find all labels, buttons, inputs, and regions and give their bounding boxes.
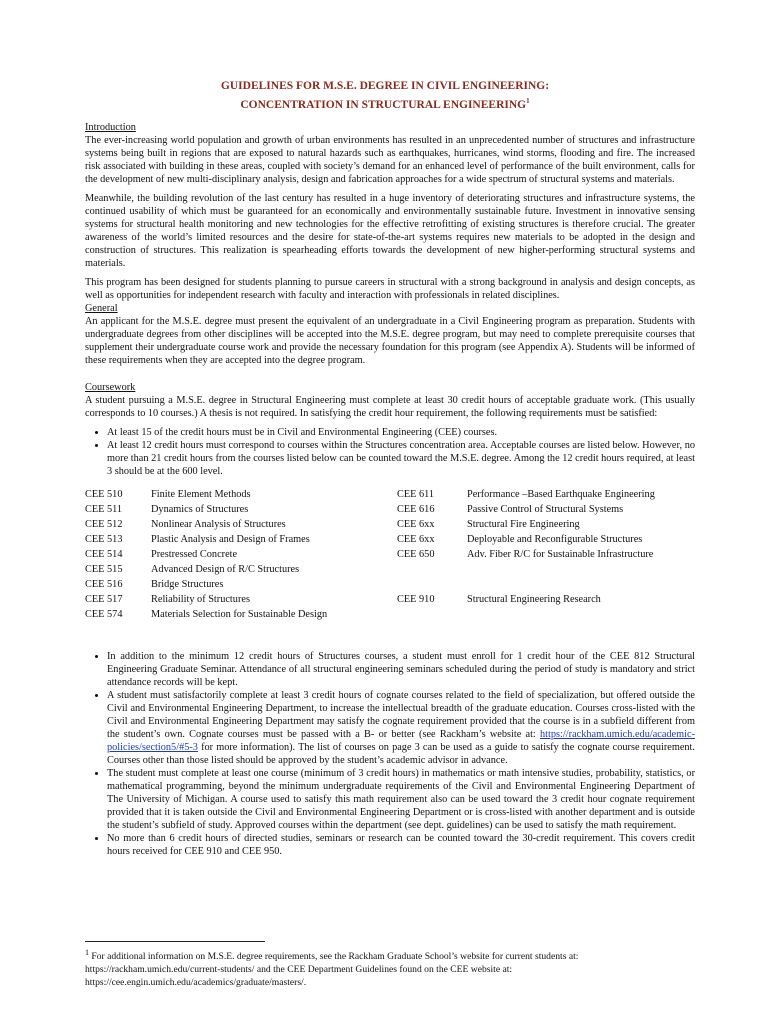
footnote-text: For additional information on M.S.E. degree requirements, see the Rackham Graduate School’s website for current students at: https://rackham.umich.edu/current-students/ and the CEE Department Guidelines found on the CEE website at: https://cee.engin.umich.edu/academics/graduate/masters/. (85, 951, 579, 989)
introduction-paragraph-2: Meanwhile, the building revolution of the last century has resulted in a huge inventory of deteriorating structures and infrastructure systems, the continued usability of which must be guaranteed for an economically and environmentally sustainable future. Investment in innovative sensing systems for structural health monitoring and new technologies for the effective retrofitting of existing structures is therefore crucial. The greater awareness of the world’s limited resources and the desire for state-of-the-art systems requires new materials to be adopted in the design and construction of structures. This realization is spearheading efforts towards the development of new higher-performing structural systems and materials. (85, 193, 695, 269)
list-item: • At least 12 credit hours must correspond to courses within the Structures concentration area. Acceptable courses are listed below. However, no more than 21 credit hours from the courses listed below can be counted toward the M.S.E. degree. Among the 12 credit hours required, at least 3 should be at the 600 level. (107, 439, 695, 478)
list-item: • In addition to the minimum 12 credit hours of Structures courses, a student must enroll for 1 credit hour of the CEE 812 Structural Engineering Graduate Seminar. Attendance of all structural engineering seminars scheduled during the period of study is mandatory and strict attendance records will be kept. (107, 650, 695, 689)
course-name: Deployable and Reconfigurable Structures (467, 534, 643, 545)
course-code: CEE 910 (397, 594, 435, 605)
introduction-paragraph-3: This program has been designed for students planning to pursue careers in structural with a strong background in analysis and design concepts, as well as opportunities for independent research with faculty and interaction with professionals in related disciplines. (85, 277, 695, 301)
course-code: CEE 515 (85, 564, 123, 575)
list-item: • The student must complete at least one course (minimum of 3 credit hours) in mathematics or math intensive studies, probability, statistics, or mathematical programming, beyond the minimum undergraduate requirements of the Civil and Environmental Engineering Department of The University of Michigan. A course used to satisfy this math requirement also can be used toward the 3 credit hour cognate requirement provided that it is taken outside the Civil and Environmental Engineering Department or is cross-listed with another department and is outside the student’s subfield of study. Approved courses within the department (see dept. guidelines) can be used to satisfy the math requirement. (107, 767, 695, 832)
course-table (85, 488, 695, 636)
cognate-text-before: A student must satisfactorily complete at least 3 credit hours of cognate courses related to the field of specialization, but offered outside the Civil and Environmental Engineering Department, to increase the intellectual breadth of the graduate education. Courses cross-listed with the Civil and Environmental Engineering Department may satisfy the cognate requirement provided that the course is in a subfield different from the student’s own. Cognate courses must be passed with a B- or better (see Rackham’s website at: (107, 690, 695, 740)
course-code: CEE 650 (397, 549, 435, 560)
course-code: CEE 510 (85, 489, 123, 500)
title-line-2 (0, 94, 770, 113)
course-name: Passive Control of Structural Systems (467, 504, 624, 515)
course-code: CEE 6xx (397, 519, 435, 530)
title-line-2-text: CONCENTRATION IN STRUCTURAL ENGINEERING (240, 98, 527, 111)
rackham-policy-link[interactable]: https://rackham.umich.edu/academic-policies/section5/#5-3 (107, 729, 695, 753)
course-code: CEE 513 (85, 534, 123, 545)
course-name: Performance –Based Earthquake Engineering (467, 489, 655, 500)
footnote (85, 946, 695, 989)
course-code: CEE 514 (85, 549, 123, 560)
cognate-text-after: for more information). The list of courses on page 3 can be used as a guide to satisfy the cognate course requirement. Courses other than those listed should be approved by the student’s academic advisor in advance. (107, 742, 695, 766)
course-code: CEE 512 (85, 519, 123, 530)
list-item: • At least 15 of the credit hours must be in Civil and Environmental Engineering (CEE) courses. (107, 426, 695, 439)
general-paragraph: An applicant for the M.S.E. degree must present the equivalent of an undergraduate in a Civil Engineering program as preparation. Students with undergraduate degrees from other disciplines will be accepted into the M.S.E. degree program, but may need to complete prerequisite courses that supplement their undergraduate course work and provide the necessary foundation for this program (see Appendix A). Students will be informed of these requirements when they are accepted into the degree program. (85, 316, 695, 366)
document-body (85, 121, 695, 864)
course-name: Structural Engineering Research (467, 594, 601, 605)
title-footnote-marker: 1 (526, 97, 530, 105)
requirements-bullets (85, 650, 695, 858)
course-name: Advanced Design of R/C Structures (151, 564, 300, 575)
general-heading: General (85, 303, 118, 314)
course-code: CEE 517 (85, 594, 123, 605)
course-name: Dynamics of Structures (151, 504, 249, 515)
course-code: CEE 611 (397, 489, 435, 500)
course-name: Bridge Structures (151, 579, 224, 590)
course-code: CEE 616 (397, 504, 435, 515)
footnote-divider (85, 941, 265, 942)
introduction-paragraph-1: The ever-increasing world population and growth of urban environments has resulted in an unprecedented number of structures and infrastructure systems being built in regions that are exposed to natural hazards such as earthquakes, hurricanes, wind storms, flooding and fire. The increased risk associated with building in these areas, coupled with society’s demand for an enhanced level of performance of the built environment, calls for the development of new multi-disciplinary analysis, design and fabrication approaches for a wide spectrum of structural systems and materials. (85, 135, 695, 185)
course-name: Structural Fire Engineering (467, 519, 580, 530)
course-name: Reliability of Structures (151, 594, 250, 605)
course-name: Materials Selection for Sustainable Design (151, 609, 328, 620)
coursework-heading: Coursework (85, 382, 136, 393)
page-title (0, 79, 770, 113)
course-name: Nonlinear Analysis of Structures (151, 519, 286, 530)
course-name: Prestressed Concrete (151, 549, 238, 560)
course-name: Plastic Analysis and Design of Frames (151, 534, 310, 545)
list-item: • No more than 6 credit hours of directed studies, seminars or research can be counted toward the 30-credit requirement. This covers credit hours received for CEE 910 and CEE 950. (107, 832, 695, 858)
coursework-paragraph: A student pursuing a M.S.E. degree in Structural Engineering must complete at least 30 credit hours of acceptable graduate work. (This usually corresponds to 10 courses.) A thesis is not required. In satisfying the credit hour requirement, the following requirements must be satisfied: (85, 395, 695, 419)
course-name: Adv. Fiber R/C for Sustainable Infrastructure (467, 549, 654, 560)
course-code: CEE 516 (85, 579, 123, 590)
title-line-1: GUIDELINES FOR M.S.E. DEGREE IN CIVIL ENGINEERING: (220, 80, 550, 92)
introduction-heading: Introduction (85, 122, 136, 133)
list-item (107, 689, 695, 767)
footnote-marker: 1 (85, 948, 89, 957)
coursework-bullets (85, 426, 695, 478)
course-code: CEE 574 (85, 609, 123, 620)
course-name: Finite Element Methods (151, 489, 251, 500)
course-code: CEE 6xx (397, 534, 435, 545)
course-code: CEE 511 (85, 504, 123, 515)
